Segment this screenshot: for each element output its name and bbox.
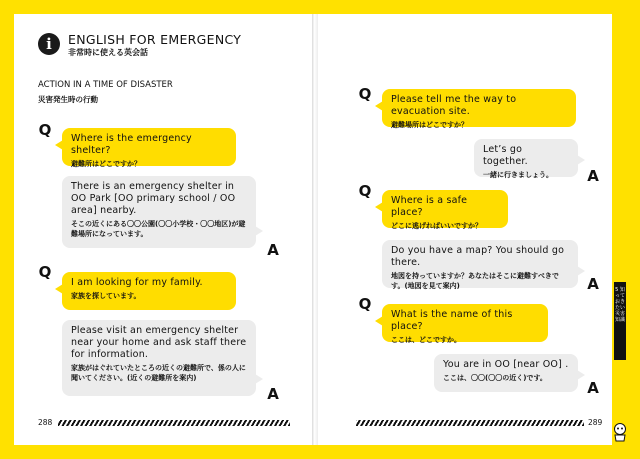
answer-bubble <box>434 354 578 392</box>
answer-text: Do you have a map? You should go there. <box>391 245 565 268</box>
info-icon <box>38 33 60 55</box>
section-heading-jp: 災害発生時の行動 <box>38 95 98 104</box>
answer-bubble <box>474 139 578 177</box>
question-text-jp: 避難場所はどこですか？ <box>391 121 468 129</box>
page-number-left: 288 <box>38 418 53 427</box>
question-bubble <box>382 89 576 127</box>
question-text: Where is a safe place? <box>391 195 468 218</box>
question-marker: Q <box>38 121 52 139</box>
question-text: Please tell me the way to evacuation site. <box>391 94 517 117</box>
question-marker: Q <box>38 263 52 281</box>
question-bubble <box>382 190 508 228</box>
answer-text: Please visit an emergency shelter near your home and ask staff there for information. <box>71 325 247 360</box>
question-text-jp: どこに逃げればいいですか？ <box>391 222 482 230</box>
footer-hatch-right <box>356 420 584 426</box>
question-text-jp: 家族を探しています。 <box>71 292 141 300</box>
answer-text: Let’s go together. <box>483 144 528 167</box>
page-title-jp: 非常時に使える英会話 <box>68 48 148 57</box>
info-glyph: i <box>46 35 52 53</box>
answer-text: You are in OO [near OO] . <box>443 359 569 370</box>
answer-text-jp: 一緒に行きましょう。 <box>483 171 553 179</box>
answer-bubble <box>382 240 578 288</box>
chapter-tab[interactable] <box>614 282 626 360</box>
answer-text-jp: 地図を持っていますか？あなたはそこに避難すべきです。(地図を見て案内) <box>391 272 559 290</box>
question-bubble <box>62 128 236 166</box>
answer-marker: A <box>587 167 599 185</box>
answer-text-jp: 家族がはぐれていたところの近くの避難所で、係の人に聞いてください。(近くの避難所を案内) <box>71 364 246 382</box>
question-text: Where is the emergency shelter? <box>71 133 192 156</box>
question-text: What is the name of this place? <box>391 309 513 332</box>
answer-marker: A <box>587 275 599 293</box>
answer-marker: A <box>587 379 599 397</box>
question-bubble <box>62 272 236 310</box>
page-title: ENGLISH FOR EMERGENCY <box>68 32 242 47</box>
footer-hatch-left <box>58 420 290 426</box>
answer-text: There is an emergency shelter in OO Park [OO primary school / OO area] nearby. <box>71 181 236 216</box>
chapter-tab-label: 5 知っておきたい災害知識 <box>615 287 626 323</box>
question-marker: Q <box>358 182 372 200</box>
question-marker: Q <box>358 295 372 313</box>
answer-marker: A <box>267 241 279 259</box>
question-text-jp: ここは、どこですか。 <box>391 336 461 344</box>
answer-marker: A <box>267 385 279 403</box>
answer-text-jp: そこの近くにある〇〇公園(〇〇小学校・〇〇地区)が避難場所になっています。 <box>71 220 246 238</box>
answer-bubble <box>62 320 256 396</box>
question-bubble <box>382 304 548 342</box>
question-marker: Q <box>358 85 372 103</box>
answer-bubble <box>62 176 256 248</box>
mascot-icon <box>612 422 628 442</box>
answer-text-jp: ここは、〇〇(〇〇の近く)です。 <box>443 374 547 382</box>
question-text: I am looking for my family. <box>71 277 203 288</box>
question-text-jp: 避難所はどこですか？ <box>71 160 141 168</box>
page-number-right: 289 <box>588 418 603 427</box>
section-heading: ACTION IN A TIME OF DISASTER <box>38 80 173 90</box>
